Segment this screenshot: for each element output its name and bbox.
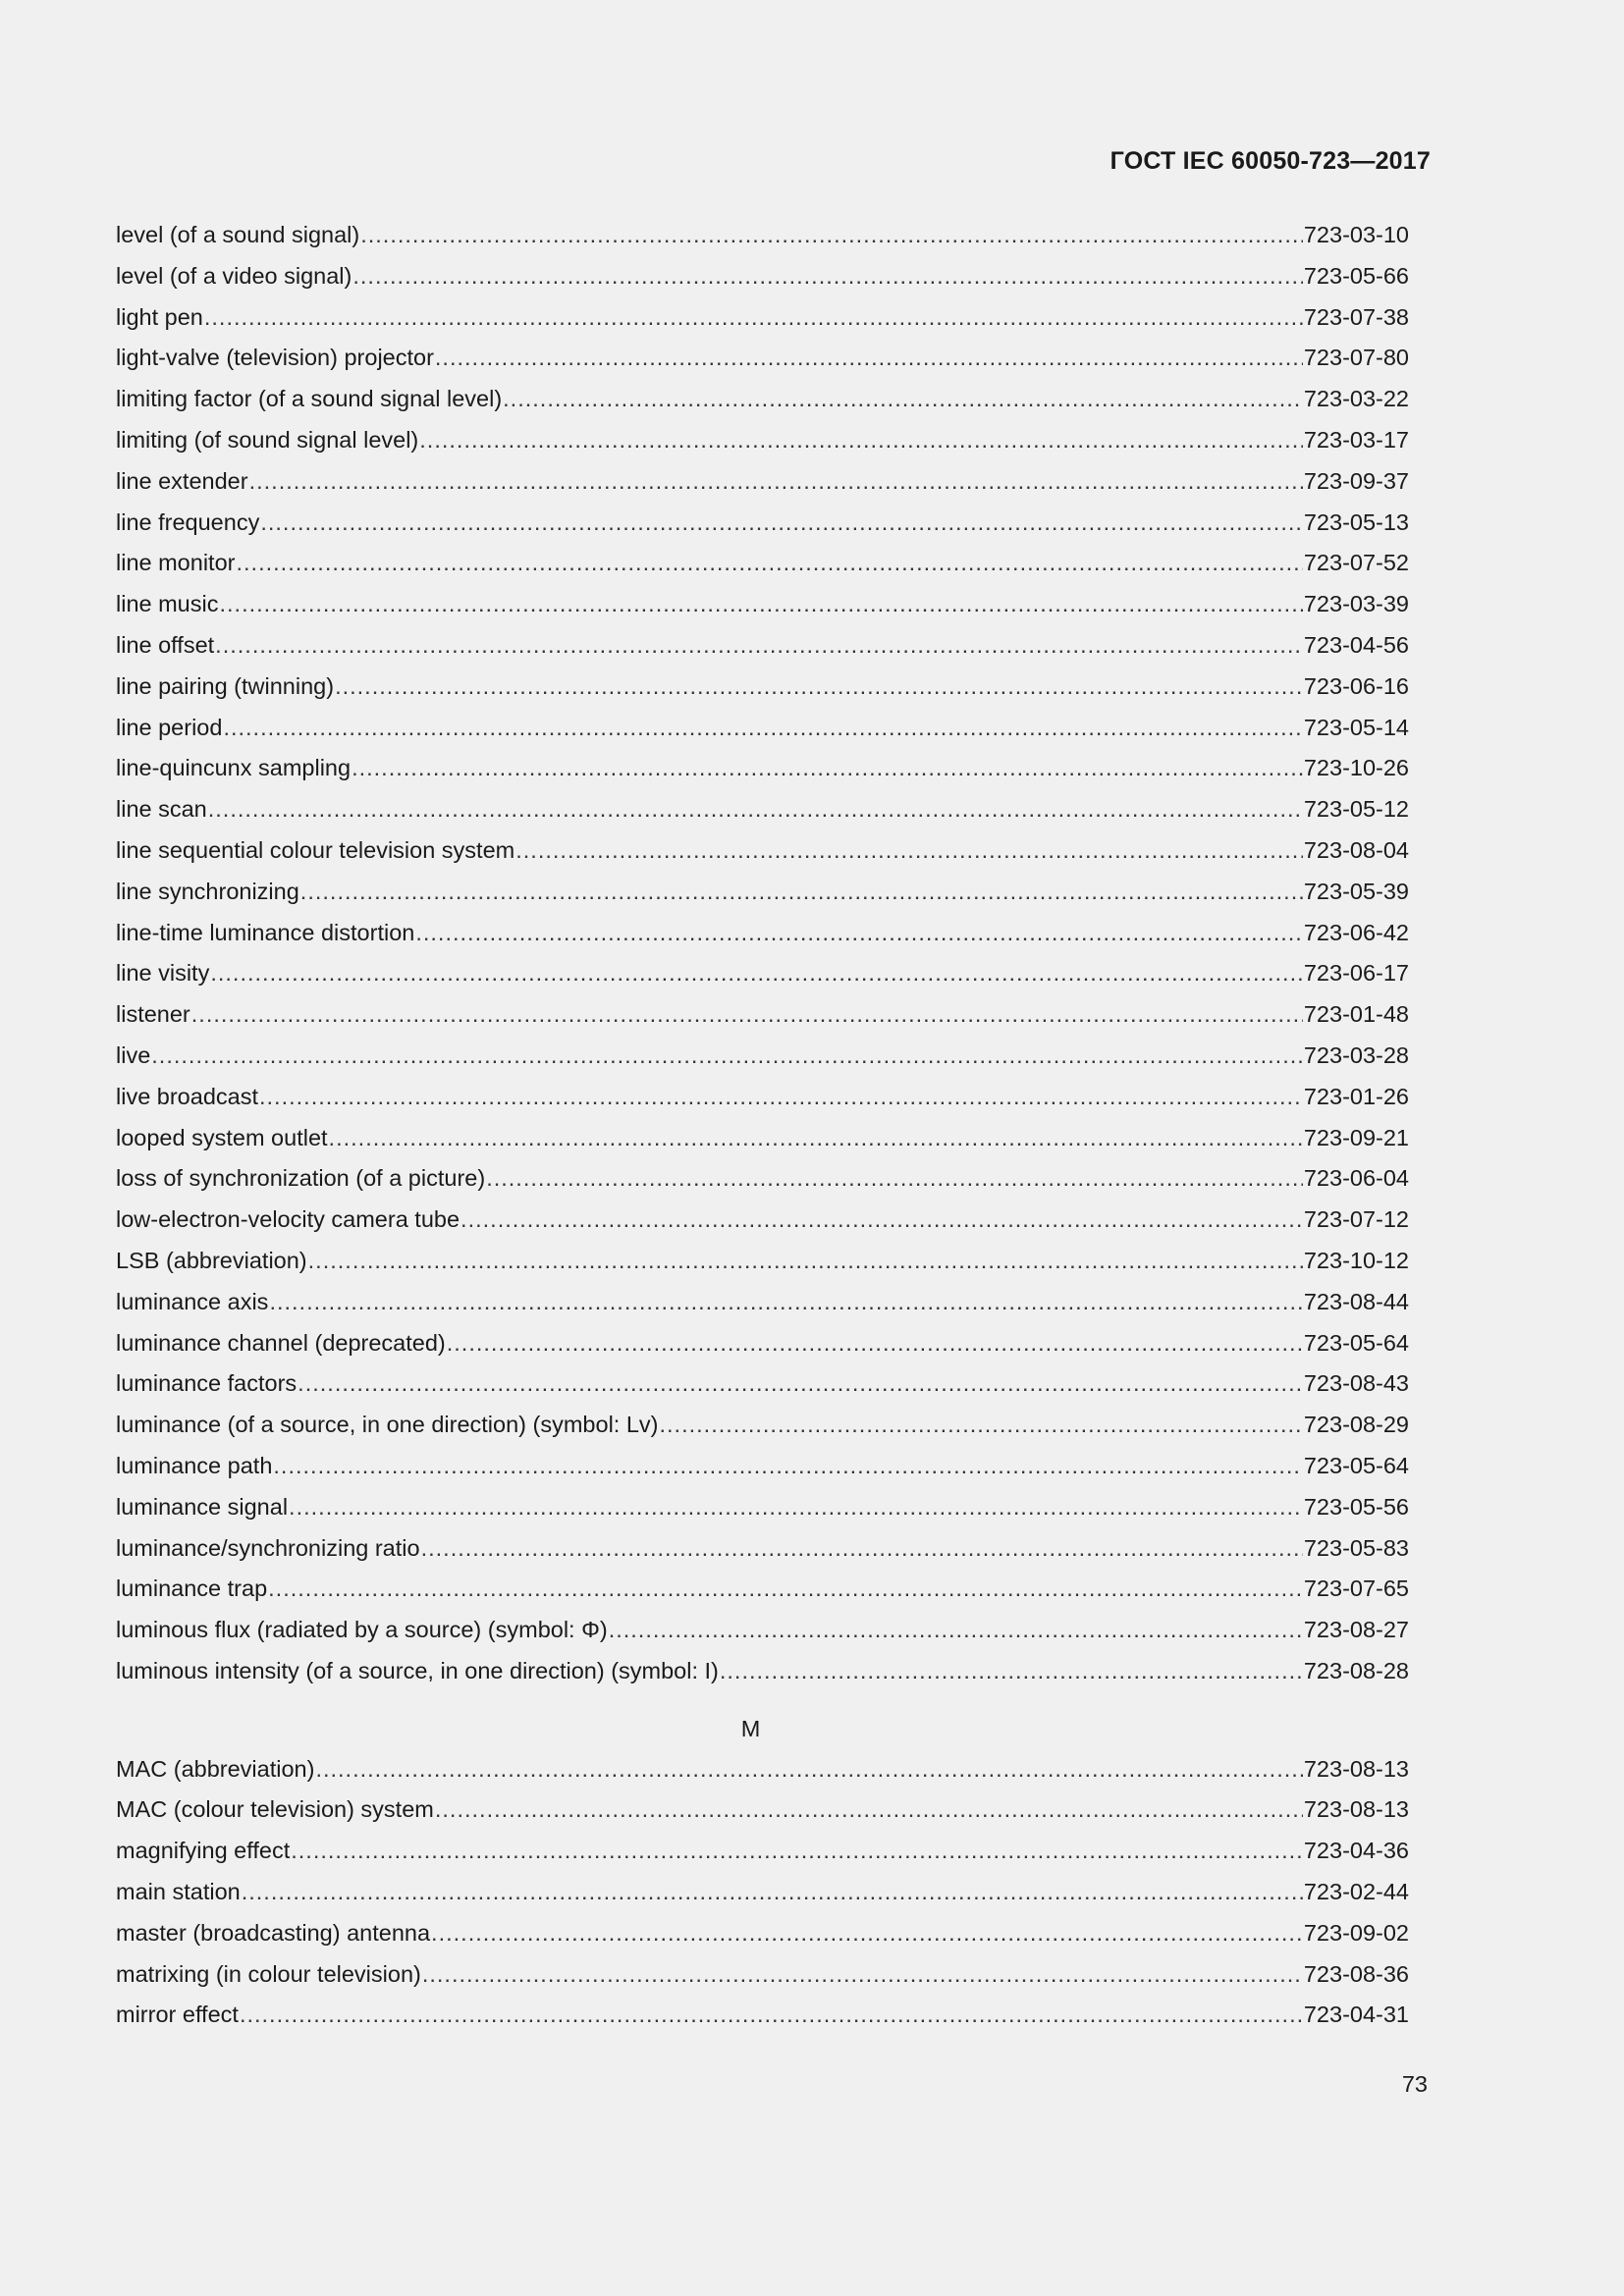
dot-leader [215, 632, 1303, 659]
index-entry [116, 468, 1409, 509]
dot-leader [260, 509, 1303, 536]
index-term: line monitor [116, 550, 236, 576]
page-number: 73 [1401, 2071, 1428, 2097]
index-reference-number: 723-04-56 [1303, 631, 1409, 658]
dot-leader [289, 1494, 1303, 1521]
index-reference-number: 723-07-38 [1303, 303, 1409, 330]
index-entry [116, 1206, 1409, 1248]
index-reference-number: 723-05-14 [1303, 714, 1409, 740]
index-reference-number: 723-08-27 [1303, 1617, 1409, 1643]
index-term: luminance path [116, 1452, 273, 1478]
index-reference-number: 723-04-36 [1303, 1838, 1409, 1864]
index-reference-number: 723-02-44 [1303, 1879, 1409, 1905]
index-entry [116, 1658, 1409, 1699]
index-entry [116, 427, 1409, 468]
dot-leader [660, 1412, 1303, 1438]
index-entry [116, 1370, 1409, 1412]
index-term: line-quincunx sampling [116, 755, 352, 781]
index-reference-number: 723-05-39 [1303, 878, 1409, 904]
index-reference-number: 723-09-02 [1303, 1919, 1409, 1946]
index-reference-number: 723-06-16 [1303, 672, 1409, 699]
index-entry [116, 1575, 1409, 1617]
dot-leader [291, 1838, 1303, 1864]
index-entry [116, 1001, 1409, 1042]
index-term: line offset [116, 631, 215, 658]
index-entry [116, 1330, 1409, 1371]
index-entry [116, 1535, 1409, 1576]
index-reference-number: 723-05-56 [1303, 1493, 1409, 1520]
index-term: line extender [116, 467, 248, 494]
dot-leader [503, 386, 1303, 412]
index-reference-number: 723-10-12 [1303, 1247, 1409, 1273]
dot-leader [249, 468, 1303, 495]
index-term: luminous intensity (of a source, in one direction) (symbol: I) [116, 1657, 719, 1683]
dot-leader [210, 960, 1303, 987]
index-term: line scan [116, 796, 207, 823]
index-entry [116, 920, 1409, 961]
dot-leader [335, 673, 1303, 700]
index-term: line synchronizing [116, 878, 299, 904]
dot-leader [447, 1330, 1303, 1357]
dot-leader [431, 1920, 1303, 1947]
dot-leader [273, 1453, 1302, 1479]
index-entry [116, 345, 1409, 386]
index-entry [116, 879, 1409, 920]
index-term: MAC (abbreviation) [116, 1755, 315, 1782]
index-reference-number: 723-05-13 [1303, 508, 1409, 535]
dot-leader [223, 715, 1302, 741]
index-reference-number: 723-03-39 [1303, 591, 1409, 617]
index-term: listener [116, 1001, 190, 1028]
index-term: low-electron-velocity camera tube [116, 1206, 460, 1233]
index-entry [116, 1453, 1409, 1494]
dot-leader [421, 1535, 1303, 1562]
dot-leader [415, 920, 1303, 946]
index-term: limiting factor (of a sound signal level) [116, 386, 503, 412]
dot-leader [308, 1248, 1303, 1274]
index-reference-number: 723-10-26 [1303, 755, 1409, 781]
index-reference-number: 723-08-36 [1303, 1960, 1409, 1987]
dot-leader [435, 345, 1303, 371]
dot-leader [315, 1756, 1302, 1783]
index-term: mirror effect [116, 2002, 239, 2028]
dot-leader [242, 1879, 1303, 1905]
index-term: line visity [116, 960, 210, 987]
dot-leader [300, 879, 1303, 905]
index-entry [116, 1125, 1409, 1166]
dot-leader [269, 1289, 1302, 1315]
index-term: live broadcast [116, 1083, 258, 1109]
dot-leader [329, 1125, 1303, 1151]
index-reference-number: 723-03-10 [1303, 222, 1409, 247]
document-header-title: ГОСТ IEC 60050-723—2017 [1110, 147, 1431, 175]
index-entry [116, 1796, 1409, 1838]
index-term: matrixing (in colour television) [116, 1960, 421, 1987]
index-reference-number: 723-03-17 [1303, 426, 1409, 453]
index-entry [116, 1920, 1409, 1961]
index-reference-number: 723-06-04 [1303, 1165, 1409, 1192]
dot-leader [720, 1658, 1303, 1684]
index-term: luminance (of a source, in one direction) (symbol: Lv) [116, 1412, 659, 1438]
dot-leader [219, 591, 1302, 617]
index-reference-number: 723-08-29 [1303, 1412, 1409, 1438]
index-term: line frequency [116, 508, 260, 535]
index-entry [116, 1879, 1409, 1920]
index-entry [116, 1084, 1409, 1125]
dot-leader [204, 304, 1303, 331]
dot-leader [419, 427, 1303, 454]
index-term: luminance signal [116, 1493, 289, 1520]
index-term: line-time luminance distortion [116, 919, 415, 945]
index-term: live [116, 1041, 151, 1068]
dot-leader [208, 796, 1303, 823]
index-reference-number: 723-01-26 [1303, 1083, 1409, 1109]
index-term: loss of synchronization (of a picture) [116, 1165, 486, 1192]
index-entry [116, 2002, 1409, 2043]
index-entry [116, 550, 1409, 591]
index-reference-number: 723-07-12 [1303, 1206, 1409, 1233]
index-reference-number: 723-08-04 [1303, 836, 1409, 863]
dot-leader [352, 263, 1303, 290]
index-term: master (broadcasting) antenna [116, 1919, 431, 1946]
dot-leader [360, 222, 1303, 248]
index-term: LSB (abbreviation) [116, 1247, 307, 1273]
index-entry [116, 1289, 1409, 1330]
dot-leader [259, 1084, 1303, 1110]
index-reference-number: 723-03-28 [1303, 1041, 1409, 1068]
index-entry [116, 386, 1409, 427]
index-term: line sequential colour television system [116, 836, 515, 863]
dot-leader [298, 1370, 1303, 1397]
index-entry [116, 673, 1409, 715]
index-reference-number: 723-06-17 [1303, 960, 1409, 987]
index-entry [116, 1617, 1409, 1658]
index-term: luminance trap [116, 1575, 268, 1602]
index-reference-number: 723-03-22 [1303, 386, 1409, 412]
index-entry [116, 837, 1409, 879]
index-term: line pairing (twinning) [116, 672, 335, 699]
index-term: line period [116, 714, 223, 740]
dot-leader [515, 837, 1303, 864]
index-term: looped system outlet [116, 1124, 328, 1150]
index-term: light-valve (television) projector [116, 345, 434, 371]
index-reference-number: 723-05-66 [1303, 262, 1409, 289]
dot-leader [435, 1796, 1303, 1823]
dot-leader [609, 1617, 1303, 1643]
index-entry [116, 1042, 1409, 1084]
index-reference-number: 723-05-64 [1303, 1329, 1409, 1356]
index-entry [116, 304, 1409, 346]
index-reference-number: 723-04-31 [1303, 2002, 1409, 2028]
index-term: level (of a video signal) [116, 262, 352, 289]
index-reference-number: 723-07-65 [1303, 1575, 1409, 1602]
index-term: luminance/synchronizing ratio [116, 1534, 420, 1561]
index-reference-number: 723-09-37 [1303, 467, 1409, 494]
index-entry [116, 263, 1409, 304]
index-reference-number: 723-05-83 [1303, 1534, 1409, 1561]
dot-leader [151, 1042, 1303, 1069]
index-reference-number: 723-07-80 [1303, 345, 1409, 371]
index-entry [116, 1248, 1409, 1289]
index-entry [116, 1838, 1409, 1879]
index-term: luminance axis [116, 1288, 269, 1314]
index-entry [116, 1165, 1409, 1206]
dot-leader [352, 755, 1303, 781]
index-entry [116, 222, 1409, 263]
index-reference-number: 723-09-21 [1303, 1124, 1409, 1150]
term-index [116, 222, 1409, 2043]
index-term: light pen [116, 303, 203, 330]
index-entry [116, 632, 1409, 673]
index-term: MAC (colour television) system [116, 1796, 434, 1823]
index-term: magnifying effect [116, 1838, 291, 1864]
index-reference-number: 723-08-13 [1303, 1796, 1409, 1823]
index-entry [116, 1412, 1409, 1453]
index-reference-number: 723-05-12 [1303, 796, 1409, 823]
index-term: main station [116, 1879, 241, 1905]
index-entry [116, 509, 1409, 551]
index-entry [116, 755, 1409, 796]
index-reference-number: 723-06-42 [1303, 919, 1409, 945]
index-reference-number: 723-01-48 [1303, 1001, 1409, 1028]
index-entry [116, 1756, 1409, 1797]
index-reference-number: 723-08-44 [1303, 1288, 1409, 1314]
index-term: luminance factors [116, 1370, 298, 1397]
index-reference-number: 723-05-64 [1303, 1452, 1409, 1478]
index-entry [116, 960, 1409, 1001]
dot-leader [268, 1575, 1303, 1602]
index-entry [116, 796, 1409, 837]
index-term: limiting (of sound signal level) [116, 426, 419, 453]
index-entry [116, 591, 1409, 632]
dot-leader [460, 1206, 1303, 1233]
index-reference-number: 723-08-43 [1303, 1370, 1409, 1397]
dot-leader [422, 1961, 1303, 1988]
dot-leader [240, 2002, 1303, 2028]
index-term: luminance channel (deprecated) [116, 1329, 446, 1356]
section-letter-heading: M [740, 1715, 761, 1741]
index-entry [116, 1961, 1409, 2002]
index-reference-number: 723-08-13 [1303, 1755, 1409, 1782]
index-term: level (of a sound signal) [116, 222, 360, 247]
index-reference-number: 723-08-28 [1303, 1657, 1409, 1683]
dot-leader [191, 1001, 1303, 1028]
dot-leader [486, 1165, 1303, 1192]
index-reference-number: 723-07-52 [1303, 550, 1409, 576]
index-term: luminous flux (radiated by a source) (symbol: Φ) [116, 1617, 608, 1643]
dot-leader [236, 550, 1302, 576]
index-entry [116, 1494, 1409, 1535]
index-term: line music [116, 591, 219, 617]
index-entry [116, 715, 1409, 756]
